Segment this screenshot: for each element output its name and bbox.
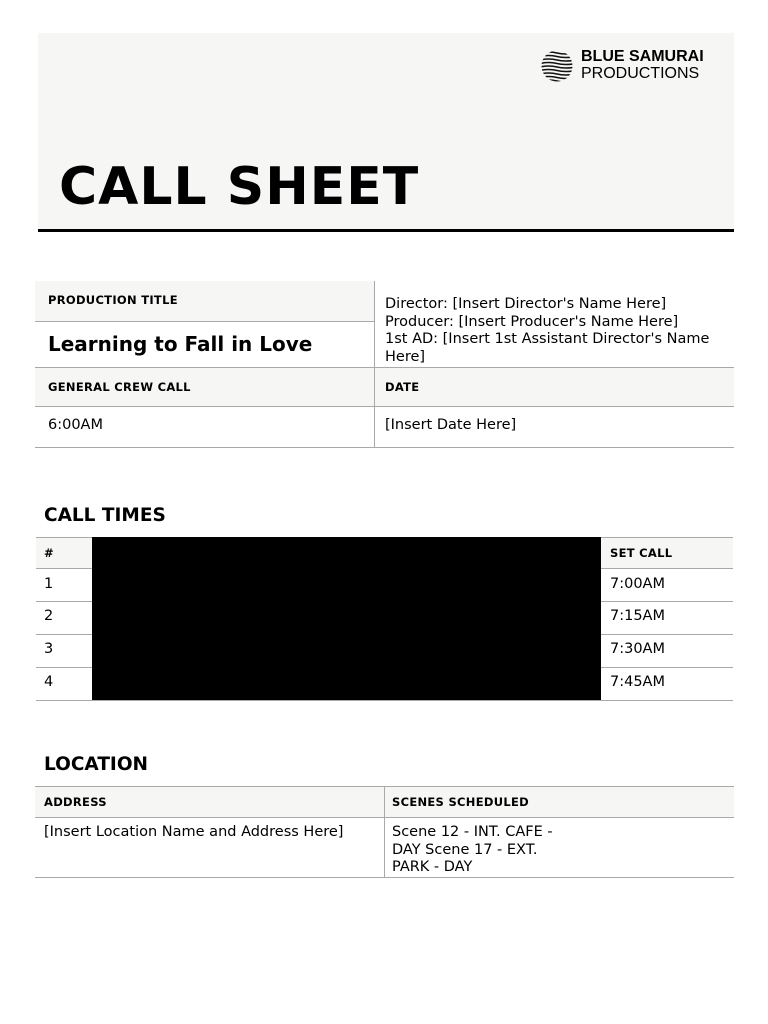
table-row-number: 1 — [44, 576, 54, 592]
production-title-label-cell — [35, 281, 374, 321]
table-row-set-call: 7:00AM — [610, 576, 665, 592]
set-call-header-cell — [601, 538, 733, 568]
production-title-value-cell — [35, 322, 374, 367]
divider — [36, 700, 733, 701]
table-row-set-call: 7:30AM — [610, 641, 665, 657]
striped-globe-icon — [540, 50, 576, 82]
call-times-heading: CALL TIMES — [44, 505, 166, 526]
table-row-set-call: 7:45AM — [610, 674, 665, 690]
divider — [36, 667, 92, 668]
divider — [36, 568, 92, 569]
divider — [601, 634, 733, 635]
table-row-number: 4 — [44, 674, 54, 690]
production-title-value: Learning to Fall in Love — [48, 332, 313, 356]
divider — [35, 447, 734, 448]
scenes-header-cell — [385, 787, 734, 817]
location-heading: LOCATION — [44, 754, 149, 775]
divider — [36, 601, 92, 602]
date-label-cell — [375, 368, 734, 406]
address-column-header: ADDRESS — [44, 795, 107, 809]
producer-line: Producer: [Insert Producer's Name Here] — [385, 313, 679, 330]
brand-name-line2: PRODUCTIONS — [581, 65, 700, 82]
number-header-cell — [36, 538, 92, 568]
page-title: CALL SHEET — [59, 157, 420, 217]
divider — [601, 667, 733, 668]
divider — [374, 281, 375, 448]
divider — [384, 787, 385, 878]
divider — [601, 568, 733, 569]
crew-call-label: GENERAL CREW CALL — [48, 380, 191, 394]
key-crew-block — [385, 296, 731, 366]
crew-call-label-cell — [35, 368, 374, 406]
crew-call-value: 6:00AM — [48, 417, 103, 433]
production-title-label: PRODUCTION TITLE — [48, 293, 178, 307]
director-line: Director: [Insert Director's Name Here] — [385, 296, 667, 312]
divider — [35, 877, 734, 878]
table-row-number: 3 — [44, 641, 54, 657]
table-row-number: 2 — [44, 608, 54, 624]
company-logo — [540, 48, 710, 84]
divider — [36, 634, 92, 635]
address-value: [Insert Location Name and Address Here] — [44, 824, 344, 840]
divider — [35, 406, 734, 407]
table-row-set-call: 7:15AM — [610, 608, 665, 624]
divider — [35, 817, 734, 818]
number-column-header: # — [44, 546, 54, 560]
date-value: [Insert Date Here] — [385, 417, 517, 433]
redacted-block — [92, 537, 601, 701]
first-ad-line: 1st AD: [Insert 1st Assistant Director's Name Here] — [385, 331, 710, 365]
set-call-column-header: SET CALL — [610, 546, 673, 560]
scenes-value: Scene 12 - INT. CAFE - DAY Scene 17 - EXT. PARK - DAY — [392, 824, 553, 875]
address-header-cell — [35, 787, 384, 817]
brand-name-line1: BLUE SAMURAI — [581, 48, 704, 65]
date-label: DATE — [385, 380, 420, 394]
scenes-column-header: SCENES SCHEDULED — [392, 795, 529, 809]
header-divider — [38, 229, 734, 232]
divider — [601, 601, 733, 602]
